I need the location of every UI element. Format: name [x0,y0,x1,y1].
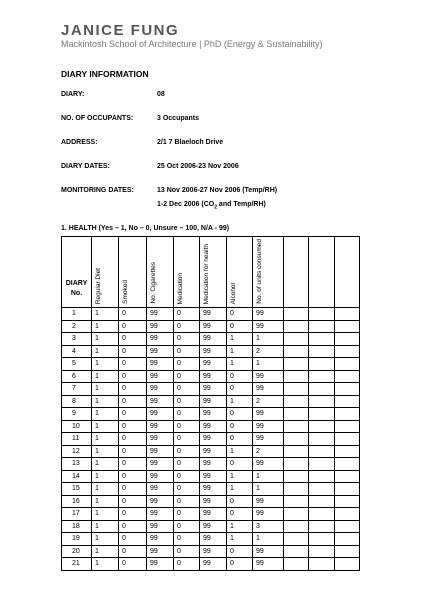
medication-for-health-cell: 99 [200,558,227,571]
regular-diet-cell: 1 [92,483,119,496]
empty-cell [309,533,335,546]
medication-cell: 0 [174,508,200,521]
medication-for-health-cell: 99 [200,395,227,408]
table-row [62,433,360,446]
medication-for-health-cell: 99 [200,408,227,421]
empty-cell [309,545,335,558]
smoked-cell: 0 [119,420,147,433]
empty-cell [284,533,309,546]
medication-for-health-cell: 99 [200,433,227,446]
monitoring-dates-value-2: 1-2 Dec 2006 ($CO_2$ and Temp/RH) [157,201,266,211]
table-row [62,383,360,396]
smoked-cell: 0 [119,333,147,346]
column-header-smoked: Smoked [119,237,147,308]
empty-cell [284,345,309,358]
diary-number-cell: 19 [62,533,92,546]
diary-number-cell: 3 [62,333,92,346]
medication-cell: 0 [174,408,200,421]
units-consumed-cell: 99 [253,383,284,396]
regular-diet-cell: 1 [92,533,119,546]
empty-cell [284,495,309,508]
medication-cell: 0 [174,483,200,496]
medication-cell: 0 [174,495,200,508]
column-header-empty [284,237,309,308]
alcohol-cell: 0 [227,508,253,521]
diary-number-cell: 4 [62,345,92,358]
regular-diet-cell: 1 [92,395,119,408]
table-row [62,545,360,558]
empty-cell [284,508,309,521]
no-cigarettes-cell: 99 [147,545,174,558]
medication-for-health-cell: 99 [200,370,227,383]
units-consumed-cell: 99 [253,495,284,508]
diary-number-cell: 18 [62,520,92,533]
medication-for-health-cell: 99 [200,508,227,521]
medication-for-health-cell: 99 [200,420,227,433]
no-cigarettes-cell: 99 [147,458,174,471]
empty-cell [309,408,335,421]
empty-cell [284,358,309,371]
empty-cell [309,433,335,446]
diary-number-cell: 17 [62,508,92,521]
table-row [62,395,360,408]
diary-number-cell: 10 [62,420,92,433]
column-header-regular-diet: Regular Diet [92,237,119,308]
diary-number-cell: 15 [62,483,92,496]
medication-for-health-cell: 99 [200,320,227,333]
diary-number-cell: 21 [62,558,92,571]
empty-cell [335,558,360,571]
diary-number-cell: 1 [62,308,92,321]
regular-diet-cell: 1 [92,308,119,321]
empty-cell [335,495,360,508]
empty-cell [335,358,360,371]
table-row [62,333,360,346]
medication-for-health-cell: 99 [200,483,227,496]
regular-diet-cell: 1 [92,383,119,396]
units-consumed-cell: 99 [253,558,284,571]
smoked-cell: 0 [119,383,147,396]
empty-cell [284,520,309,533]
diary-number-cell: 13 [62,458,92,471]
column-header-empty [335,237,360,308]
diary-number-cell: 6 [62,370,92,383]
regular-diet-cell: 1 [92,470,119,483]
alcohol-cell: 0 [227,320,253,333]
empty-cell [335,320,360,333]
empty-cell [335,545,360,558]
medication-for-health-cell: 99 [200,458,227,471]
empty-cell [309,320,335,333]
medication-cell: 0 [174,445,200,458]
table-row [62,520,360,533]
empty-cell [309,333,335,346]
monitoring-dates-label: MONITORING DATES: [61,187,134,194]
empty-cell [284,558,309,571]
units-consumed-cell: 99 [253,433,284,446]
empty-cell [284,408,309,421]
regular-diet-cell: 1 [92,458,119,471]
alcohol-cell: 1 [227,520,253,533]
table-row [62,445,360,458]
address-value: 2/1 7 Blaeloch Drive [157,139,224,146]
units-consumed-cell: 3 [253,520,284,533]
empty-cell [335,470,360,483]
section-title: DIARY INFORMATION [61,69,149,79]
empty-cell [335,395,360,408]
empty-cell [309,470,335,483]
table-header-row [62,237,360,308]
alcohol-cell: 1 [227,333,253,346]
alcohol-cell: 0 [227,495,253,508]
no-cigarettes-cell: 99 [147,433,174,446]
smoked-cell: 0 [119,408,147,421]
medication-cell: 0 [174,333,200,346]
empty-cell [309,508,335,521]
empty-cell [284,395,309,408]
no-cigarettes-cell: 99 [147,383,174,396]
empty-cell [309,383,335,396]
medication-for-health-cell: 99 [200,333,227,346]
affiliation: Mackintosh School of Architecture | PhD (Energy & Sustainability) [61,39,323,49]
column-header-alcohol: Alcohol [227,237,253,308]
no-cigarettes-cell: 99 [147,333,174,346]
diary-dates-value: 25 Oct 2006-23 Nov 2006 [157,163,239,170]
regular-diet-cell: 1 [92,520,119,533]
diary-number-header: DIARY No. [62,237,92,308]
medication-for-health-cell: 99 [200,383,227,396]
empty-cell [309,483,335,496]
smoked-cell: 0 [119,470,147,483]
empty-cell [335,508,360,521]
empty-cell [335,308,360,321]
units-consumed-cell: 1 [253,333,284,346]
table-row [62,408,360,421]
medication-for-health-cell: 99 [200,445,227,458]
medication-cell: 0 [174,370,200,383]
smoked-cell: 0 [119,483,147,496]
smoked-cell: 0 [119,345,147,358]
medication-cell: 0 [174,520,200,533]
medication-cell: 0 [174,470,200,483]
regular-diet-cell: 1 [92,320,119,333]
medication-cell: 0 [174,533,200,546]
no-cigarettes-cell: 99 [147,520,174,533]
empty-cell [284,383,309,396]
author-name: JANICE FUNG [61,22,180,39]
empty-cell [309,520,335,533]
no-cigarettes-cell: 99 [147,408,174,421]
empty-cell [284,333,309,346]
diary-number-cell: 14 [62,470,92,483]
medication-cell: 0 [174,420,200,433]
no-cigarettes-cell: 99 [147,320,174,333]
empty-cell [335,520,360,533]
no-cigarettes-cell: 99 [147,495,174,508]
table-row [62,320,360,333]
diary-number-cell: 2 [62,320,92,333]
empty-cell [335,370,360,383]
units-consumed-cell: 99 [253,320,284,333]
diary-label: DIARY: [61,91,85,98]
no-cigarettes-cell: 99 [147,420,174,433]
empty-cell [284,308,309,321]
empty-cell [309,358,335,371]
column-header-no-cigarettes: No. Cigarettes [147,237,174,308]
no-cigarettes-cell: 99 [147,345,174,358]
empty-cell [284,420,309,433]
empty-cell [284,433,309,446]
diary-number-cell: 9 [62,408,92,421]
regular-diet-cell: 1 [92,333,119,346]
empty-cell [309,445,335,458]
table-row [62,483,360,496]
diary-number-cell: 20 [62,545,92,558]
medication-cell: 0 [174,395,200,408]
alcohol-cell: 0 [227,433,253,446]
regular-diet-cell: 1 [92,508,119,521]
alcohol-cell: 1 [227,470,253,483]
empty-cell [335,408,360,421]
empty-cell [335,533,360,546]
table-row [62,470,360,483]
diary-number-cell: 11 [62,433,92,446]
alcohol-cell: 1 [227,483,253,496]
alcohol-cell: 1 [227,345,253,358]
smoked-cell: 0 [119,370,147,383]
empty-cell [309,458,335,471]
units-consumed-cell: 1 [253,533,284,546]
regular-diet-cell: 1 [92,408,119,421]
medication-cell: 0 [174,545,200,558]
regular-diet-cell: 1 [92,358,119,371]
regular-diet-cell: 1 [92,345,119,358]
alcohol-cell: 1 [227,358,253,371]
alcohol-cell: 0 [227,545,253,558]
units-consumed-cell: 99 [253,420,284,433]
no-cigarettes-cell: 99 [147,470,174,483]
smoked-cell: 0 [119,433,147,446]
occupants-label: NO. OF OCCUPANTS: [61,115,134,122]
column-header-medication-for-health: Medication for health [200,237,227,308]
alcohol-cell: 0 [227,308,253,321]
medication-cell: 0 [174,383,200,396]
occupants-value: 3 Occupants [157,115,200,122]
column-header-empty [309,237,335,308]
table-row [62,458,360,471]
diary-number-cell: 8 [62,395,92,408]
column-header-medication: Medication [174,237,200,308]
units-consumed-cell: 1 [253,470,284,483]
empty-cell [335,333,360,346]
empty-cell [284,483,309,496]
table-row [62,508,360,521]
empty-cell [335,383,360,396]
empty-cell [284,458,309,471]
empty-cell [335,420,360,433]
table-row [62,308,360,321]
empty-cell [309,345,335,358]
smoked-cell: 0 [119,320,147,333]
diary-dates-label: DIARY DATES: [61,163,110,170]
empty-cell [309,558,335,571]
units-consumed-cell: 1 [253,483,284,496]
no-cigarettes-cell: 99 [147,483,174,496]
table-row [62,345,360,358]
medication-for-health-cell: 99 [200,545,227,558]
empty-cell [284,545,309,558]
medication-for-health-cell: 99 [200,495,227,508]
empty-cell [309,370,335,383]
alcohol-cell: 0 [227,558,253,571]
empty-cell [284,320,309,333]
units-consumed-cell: 2 [253,395,284,408]
alcohol-cell: 0 [227,370,253,383]
regular-diet-cell: 1 [92,433,119,446]
smoked-cell: 0 [119,395,147,408]
medication-for-health-cell: 99 [200,470,227,483]
table-row [62,533,360,546]
medication-cell: 0 [174,308,200,321]
column-header-units-consumed: No. of units consumed [253,237,284,308]
empty-cell [284,445,309,458]
no-cigarettes-cell: 99 [147,358,174,371]
no-cigarettes-cell: 99 [147,395,174,408]
medication-for-health-cell: 99 [200,308,227,321]
units-consumed-cell: 99 [253,308,284,321]
regular-diet-cell: 1 [92,420,119,433]
no-cigarettes-cell: 99 [147,533,174,546]
medication-cell: 0 [174,458,200,471]
empty-cell [335,345,360,358]
medication-cell: 0 [174,320,200,333]
monitoring-dates-value-1: 13 Nov 2006-27 Nov 2006 (Temp/RH) [157,187,278,194]
alcohol-cell: 1 [227,533,253,546]
empty-cell [284,370,309,383]
smoked-cell: 0 [119,445,147,458]
regular-diet-cell: 1 [92,445,119,458]
empty-cell [335,483,360,496]
smoked-cell: 0 [119,558,147,571]
units-consumed-cell: 99 [253,408,284,421]
smoked-cell: 0 [119,358,147,371]
empty-cell [309,395,335,408]
smoked-cell: 0 [119,533,147,546]
alcohol-cell: 1 [227,395,253,408]
smoked-cell: 0 [119,508,147,521]
alcohol-cell: 0 [227,408,253,421]
table-row [62,358,360,371]
units-consumed-cell: 99 [253,370,284,383]
regular-diet-cell: 1 [92,558,119,571]
empty-cell [309,495,335,508]
health-table [61,236,360,571]
table-row [62,420,360,433]
diary-number-cell: 12 [62,445,92,458]
diary-value: 08 [157,91,165,98]
no-cigarettes-cell: 99 [147,308,174,321]
medication-cell: 0 [174,558,200,571]
diary-number-cell: 7 [62,383,92,396]
units-consumed-cell: 2 [253,445,284,458]
address-label: ADDRESS: [61,139,98,146]
empty-cell [309,308,335,321]
regular-diet-cell: 1 [92,545,119,558]
health-table-caption: 1. HEALTH (Yes – 1, No – 0, Unsure – 100, N/A - 99) [61,225,230,232]
medication-for-health-cell: 99 [200,345,227,358]
medication-for-health-cell: 99 [200,533,227,546]
empty-cell [309,420,335,433]
alcohol-cell: 0 [227,458,253,471]
smoked-cell: 0 [119,495,147,508]
diary-number-cell: 5 [62,358,92,371]
smoked-cell: 0 [119,458,147,471]
table-row [62,370,360,383]
no-cigarettes-cell: 99 [147,558,174,571]
smoked-cell: 0 [119,520,147,533]
medication-for-health-cell: 99 [200,358,227,371]
smoked-cell: 0 [119,308,147,321]
medication-cell: 0 [174,345,200,358]
units-consumed-cell: 2 [253,345,284,358]
alcohol-cell: 0 [227,383,253,396]
empty-cell [335,445,360,458]
no-cigarettes-cell: 99 [147,508,174,521]
smoked-cell: 0 [119,545,147,558]
medication-cell: 0 [174,358,200,371]
regular-diet-cell: 1 [92,370,119,383]
diary-number-cell: 16 [62,495,92,508]
empty-cell [335,458,360,471]
no-cigarettes-cell: 99 [147,445,174,458]
medication-cell: 0 [174,433,200,446]
table-row [62,558,360,571]
units-consumed-cell: 99 [253,545,284,558]
units-consumed-cell: 99 [253,458,284,471]
units-consumed-cell: 1 [253,358,284,371]
alcohol-cell: 1 [227,445,253,458]
regular-diet-cell: 1 [92,495,119,508]
medication-for-health-cell: 99 [200,520,227,533]
table-row [62,495,360,508]
empty-cell [335,433,360,446]
units-consumed-cell: 99 [253,508,284,521]
empty-cell [284,470,309,483]
no-cigarettes-cell: 99 [147,370,174,383]
alcohol-cell: 0 [227,420,253,433]
